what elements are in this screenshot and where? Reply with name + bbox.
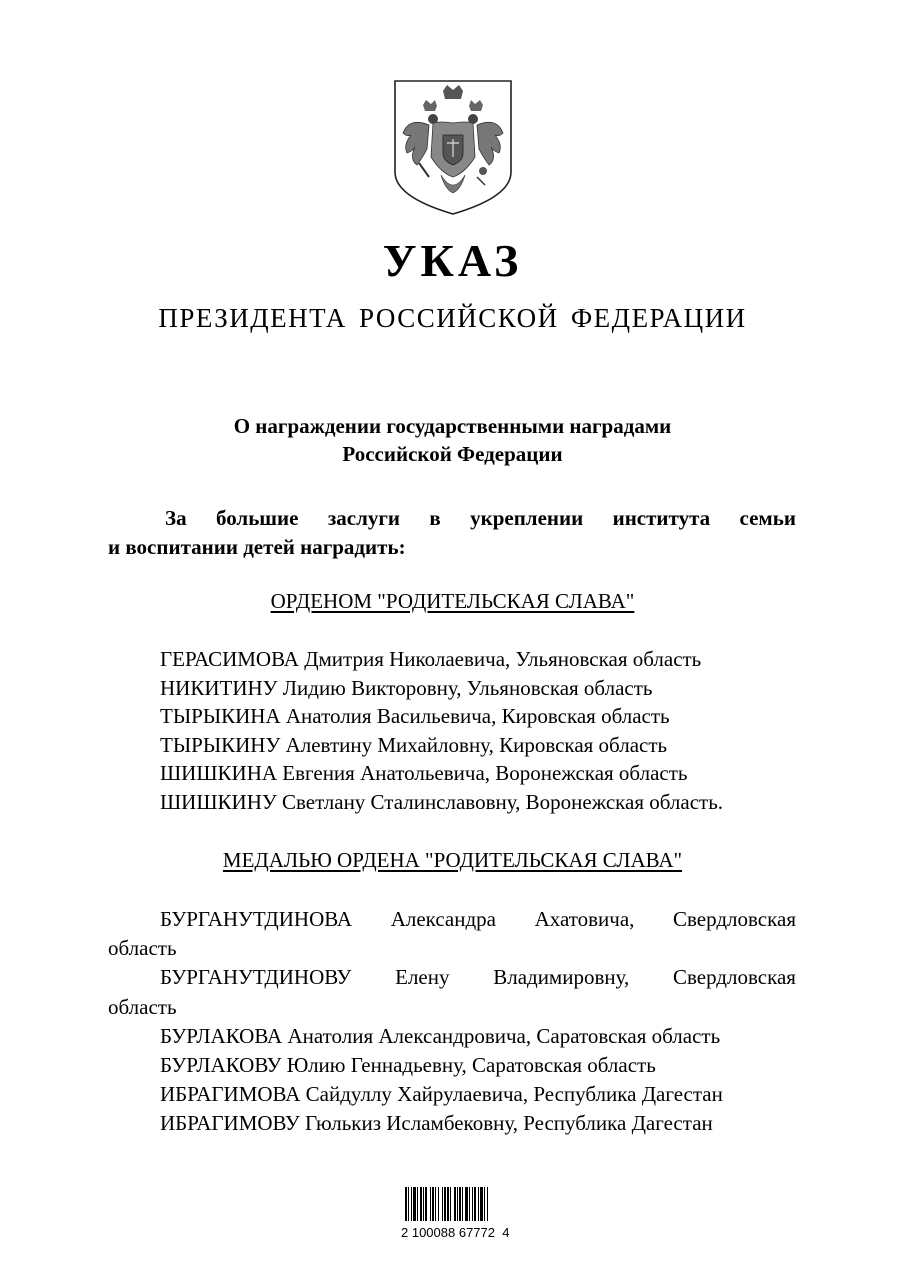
list-item: ТЫРЫКИНА Анатолия Васильевича, Кировская область xyxy=(160,704,670,729)
list-item: ГЕРАСИМОВА Дмитрия Николаевича, Ульяновская область xyxy=(160,647,702,671)
barcode-bar xyxy=(459,1187,461,1221)
entry-word: Ахатовича, xyxy=(534,907,635,931)
barcode-bar xyxy=(411,1187,412,1221)
section-title-order xyxy=(0,587,905,615)
barcode-bar xyxy=(478,1187,479,1221)
document-title: УКАЗ xyxy=(382,235,523,286)
list-item xyxy=(108,905,796,934)
preamble-word: заслуги xyxy=(327,506,401,530)
barcode-bar xyxy=(465,1187,468,1221)
barcode-bar xyxy=(405,1187,407,1221)
list-item: ТЫРЫКИНУ Алевтину Михайловну, Кировская область xyxy=(160,732,668,757)
document-heading xyxy=(0,412,905,468)
barcode-number: 2 100088 67772 4 xyxy=(401,1225,510,1240)
section-title-medal xyxy=(0,846,905,874)
barcode-bar xyxy=(480,1187,483,1221)
preamble xyxy=(108,504,796,562)
heading-line-1: О награждении государственными наградами xyxy=(233,414,672,438)
preamble-line-1 xyxy=(108,504,796,533)
entry-word: БУРГАНУТДИНОВА xyxy=(160,907,353,931)
barcode-bar xyxy=(444,1187,446,1221)
preamble-word: укреплении xyxy=(470,506,584,530)
barcode-bar xyxy=(487,1187,488,1221)
barcode-bar xyxy=(430,1187,431,1221)
heading-line-2: Российской Федерации xyxy=(342,442,563,466)
preamble-word: в xyxy=(429,506,441,530)
barcode-bar xyxy=(469,1187,470,1221)
section-title-order-text: ОРДЕНОМ "РОДИТЕЛЬСКАЯ СЛАВА" xyxy=(270,589,635,613)
list-item: ШИШКИНА Евгения Анатольевича, Воронежская область xyxy=(160,761,688,786)
barcode-bar xyxy=(420,1187,422,1221)
section-title-medal-text: МЕДАЛЬЮ ОРДЕНА "РОДИТЕЛЬСКАЯ СЛАВА" xyxy=(222,848,683,872)
list-item-continuation: область xyxy=(108,994,177,1019)
barcode-bar xyxy=(432,1187,434,1221)
order-recipients-list xyxy=(160,645,820,817)
barcode-bar xyxy=(435,1187,436,1221)
entry-word: Владимировну, xyxy=(493,965,630,990)
barcode-bar xyxy=(484,1187,485,1221)
barcode-bar xyxy=(462,1187,463,1221)
barcode-bar xyxy=(413,1187,416,1221)
preamble-line-2: и воспитании детей наградить: xyxy=(108,535,406,559)
entry-word: БУРГАНУТДИНОВУ xyxy=(160,965,352,990)
barcode-bar xyxy=(423,1187,424,1221)
entry-word: Свердловская xyxy=(672,965,796,990)
barcode-bar xyxy=(474,1187,476,1221)
barcode-bar xyxy=(447,1187,449,1221)
preamble-word: За xyxy=(165,506,187,530)
barcode-bar xyxy=(417,1187,418,1221)
preamble-word: семьи xyxy=(739,506,796,530)
barcode-bar xyxy=(450,1187,451,1221)
preamble-word: большие xyxy=(215,506,299,530)
barcode-bar xyxy=(438,1187,439,1221)
entry-word: Елену xyxy=(395,965,450,990)
entry-word: Александра xyxy=(390,907,496,931)
list-item: БУРЛАКОВА Анатолия Александровича, Саратовская область xyxy=(160,1023,721,1048)
barcode-bar xyxy=(408,1187,409,1221)
barcode xyxy=(401,1173,531,1243)
list-item: ШИШКИНУ Светлану Сталинславовну, Воронежская область. xyxy=(160,789,724,814)
entry-word: Свердловская xyxy=(673,907,796,931)
barcode-bar xyxy=(457,1187,458,1221)
list-item: БУРЛАКОВУ Юлию Геннадьевну, Саратовская область xyxy=(160,1053,656,1078)
document-subtitle: ПРЕЗИДЕНТА РОССИЙСКОЙ ФЕДЕРАЦИИ xyxy=(158,303,747,333)
list-item-continuation: область xyxy=(108,936,177,961)
preamble-word: института xyxy=(612,506,711,530)
coat-of-arms-icon xyxy=(389,77,517,217)
list-item: ИБРАГИМОВУ Гюлькиз Исламбековну, Республика Дагестан xyxy=(160,1111,713,1136)
barcode-icon xyxy=(401,1173,525,1225)
barcode-bar xyxy=(454,1187,456,1221)
barcode-bar xyxy=(425,1187,427,1221)
medal-recipients-list xyxy=(108,905,796,1139)
barcode-bar xyxy=(442,1187,443,1221)
list-item: ИБРАГИМОВА Сайдуллу Хайрулаевича, Республика Дагестан xyxy=(160,1082,723,1107)
list-item: НИКИТИНУ Лидию Викторовну, Ульяновская область xyxy=(160,675,653,700)
barcode-bar xyxy=(472,1187,473,1221)
list-item xyxy=(108,963,796,992)
